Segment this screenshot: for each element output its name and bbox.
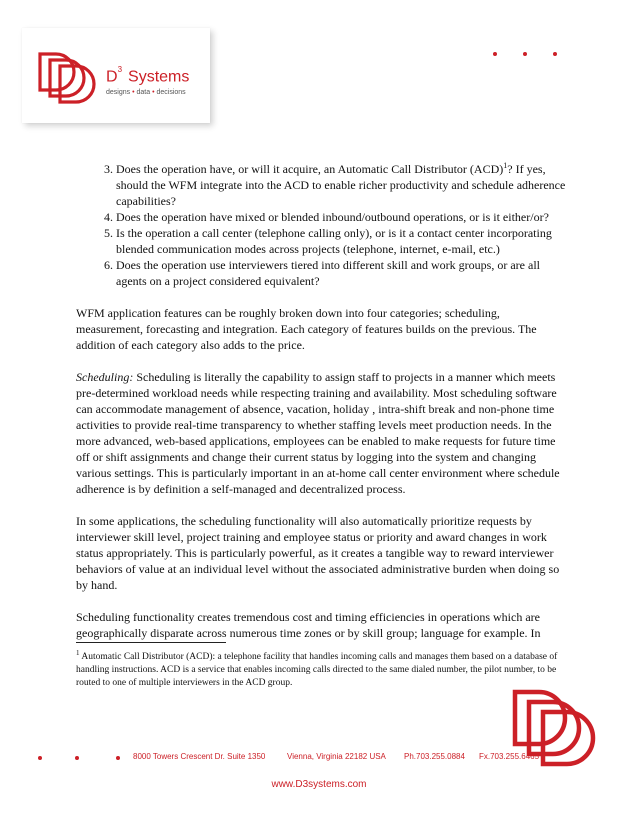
paragraph: Scheduling functionality creates tremendous cost and timing efficiencies in operations which are geographically disparate across numerous time zones or by skill group; language for example. In [76,610,541,640]
footnote-divider [76,642,226,643]
list-item: 3. Does the operation have, or will it acquire, an Automatic Call Distributor (ACD)$^1$? If yes, should the WFM integrate into the ACD to enable richer productivity and schedule adherence capabilities? [116,158,566,209]
dot-icon [493,52,497,56]
logo-tagline: designs • data • decisions [106,89,186,96]
dot-icon [38,756,42,760]
footer-phone: Ph.703.255.0884 [404,752,465,761]
header-dots [491,52,561,62]
footer-address: 8000 Towers Crescent Dr. Suite 1350 [133,752,266,761]
list-item: 4. Does the operation have mixed or blended inbound/outbound operations, or is it either/or? [116,209,566,225]
footnote-mark: 1 [76,649,80,657]
paragraph-lead: Scheduling: [76,370,134,384]
dot-icon [553,52,557,56]
question-list [76,158,566,289]
paragraph: In some applications, the scheduling functionality will also automatically prioritize requests by interviewer skill level, project training and employee status or priority and award changes in work status appropriately. This is particularly powerful, as it creates a tangible way to reward interviewer behaviors of value at an individual level without the associated administrative burden when doing so by hand. [76,514,560,592]
dot-icon [523,52,527,56]
paragraph: WFM application features can be roughly broken down into four categories; scheduling, measurement, forecasting and integration. Each category of features builds on the previous. The addition of each category also adds to the price. [76,306,537,352]
list-item: 6. Does the operation use interviewers tiered into different skill and work groups, or are all agents on a project considered equivalent? [116,257,566,289]
logo-wordmark: $D^3$ Systems [106,65,190,86]
footer-city: Vienna, Virginia 22182 USA [287,752,386,761]
footer-contact [0,751,638,765]
dot-icon [75,756,79,760]
list-item: 5. Is the operation a call center (telephone calling only), or is it a contact center incorporating blended communication modes across projects (telephone, internet, e-mail, etc.) [116,225,566,257]
paragraph: Scheduling: Scheduling is literally the capability to assign staff to projects in a manner which meets pre-determined workload needs while respecting training and availability. Most scheduling software can accommodate management of absence, vacation, holiday , intra-shift break and non-phone time activities to provide real-time transparency to whether staffing levels meet production needs. In the more advanced, web-based applications, employees can be enabled to make requests for future time off or shift assignments and change their current status by logging into the system and changing various settings. This is particularly important in an at-home call center environment where schedule adherence is by definition a self-managed and decentralized process. [76,370,560,496]
document-body [76,158,566,641]
d3-logo-icon [36,48,102,106]
footer-website-link[interactable]: www.D3systems.com [271,779,367,790]
dot-icon [116,756,120,760]
footnote: $^1$ Automatic Call Distributor (ACD): a telephone facility that handles incoming calls and manages them based on a database of handling instructions. ACD is a service that enables incoming calls directed to the same dialed number, the pilot number, to be routed to one of multiple interviewers in the ACD group. [76,649,558,689]
footer-fax: Fx.703.255.6465 [479,752,540,761]
logo-card [22,28,210,123]
